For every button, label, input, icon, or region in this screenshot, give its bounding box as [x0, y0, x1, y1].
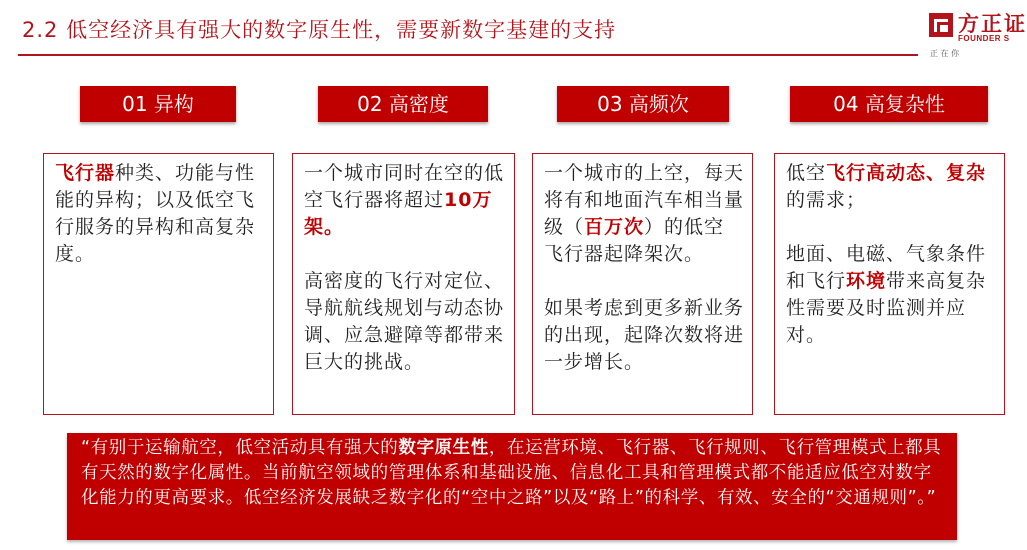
card-text-segment: ）的低空飞行器起降架次。 [544, 216, 725, 265]
card-text-segment: 地面、电磁、气象条件和飞行 [786, 243, 987, 292]
card-high-complexity [774, 153, 1005, 415]
card-highlight: 飞行器 [55, 162, 116, 184]
card-text-segment: 种类、功能与性能的异构；以及低空飞行服务的异构和高复杂度。 [55, 162, 256, 265]
quote-text: ，在运营环境、飞行器、飞行规则、飞行管理模式上都具有天然的数字化属性。当前航空领域的管理体系和基础设施、信息化工具和管理模式都不能适应低空对数字化能力的更高要求。低空经济发展缺乏数字化的“空中之路”以及“路上”的科学、有效、安全的“交通规则”。” [81, 438, 942, 508]
card-highlight: 10万架。 [304, 189, 493, 238]
label-heterogeneity: 01 异构 [80, 86, 236, 122]
label-high-frequency: 03 高频次 [557, 86, 729, 122]
card-text [786, 241, 996, 349]
card-text: 高密度的飞行对定位、导航航线规划与动态协调、应急避障等都带来巨大的挑战。 [304, 270, 505, 373]
brand-logo [924, 6, 1027, 66]
card-high-density [292, 153, 515, 415]
label-high-density: 02 高密度 [318, 86, 488, 122]
quote-highlight: 数字原生性 [398, 438, 489, 458]
logo-icon [928, 12, 954, 38]
card-highlight: 百万次 [584, 216, 645, 238]
card-text-segment: 带来高复杂性需要及时监测并应对。 [786, 270, 987, 346]
card-text [786, 160, 996, 214]
card-text-segment: 的需求； [786, 189, 867, 211]
card-text: 如果考虑到更多新业务的出现，起降次数将进一步增长。 [544, 297, 745, 373]
card-text [544, 160, 744, 268]
title-divider [18, 54, 918, 56]
card-text [55, 160, 265, 268]
card-heterogeneity [43, 153, 274, 415]
card-text [304, 160, 506, 241]
card-text-segment: 一个城市的上空，每天将有和地面汽车相当量级（ [544, 162, 745, 238]
page-title: 2.2 低空经济具有强大的数字原生性，需要新数字基建的支持 [22, 18, 617, 42]
label-high-complexity: 04 高复杂性 [790, 86, 988, 122]
quote-text: “有别于运输航空，低空活动具有强大的 [81, 438, 399, 458]
card-text-segment: 一个城市同时在空的低空飞行器将超过 [304, 162, 505, 211]
card-text-segment: 低空 [786, 162, 827, 184]
logo-chinese-name: 方正证 [958, 12, 1027, 36]
card-high-frequency [532, 153, 753, 415]
card-highlight: 环境 [846, 270, 887, 292]
logo-english-name: FOUNDER S [958, 34, 1010, 43]
logo-motto: 正 在 你 [930, 49, 960, 58]
card-highlight: 飞行高动态、复杂 [826, 162, 987, 184]
quote-box [67, 433, 957, 540]
